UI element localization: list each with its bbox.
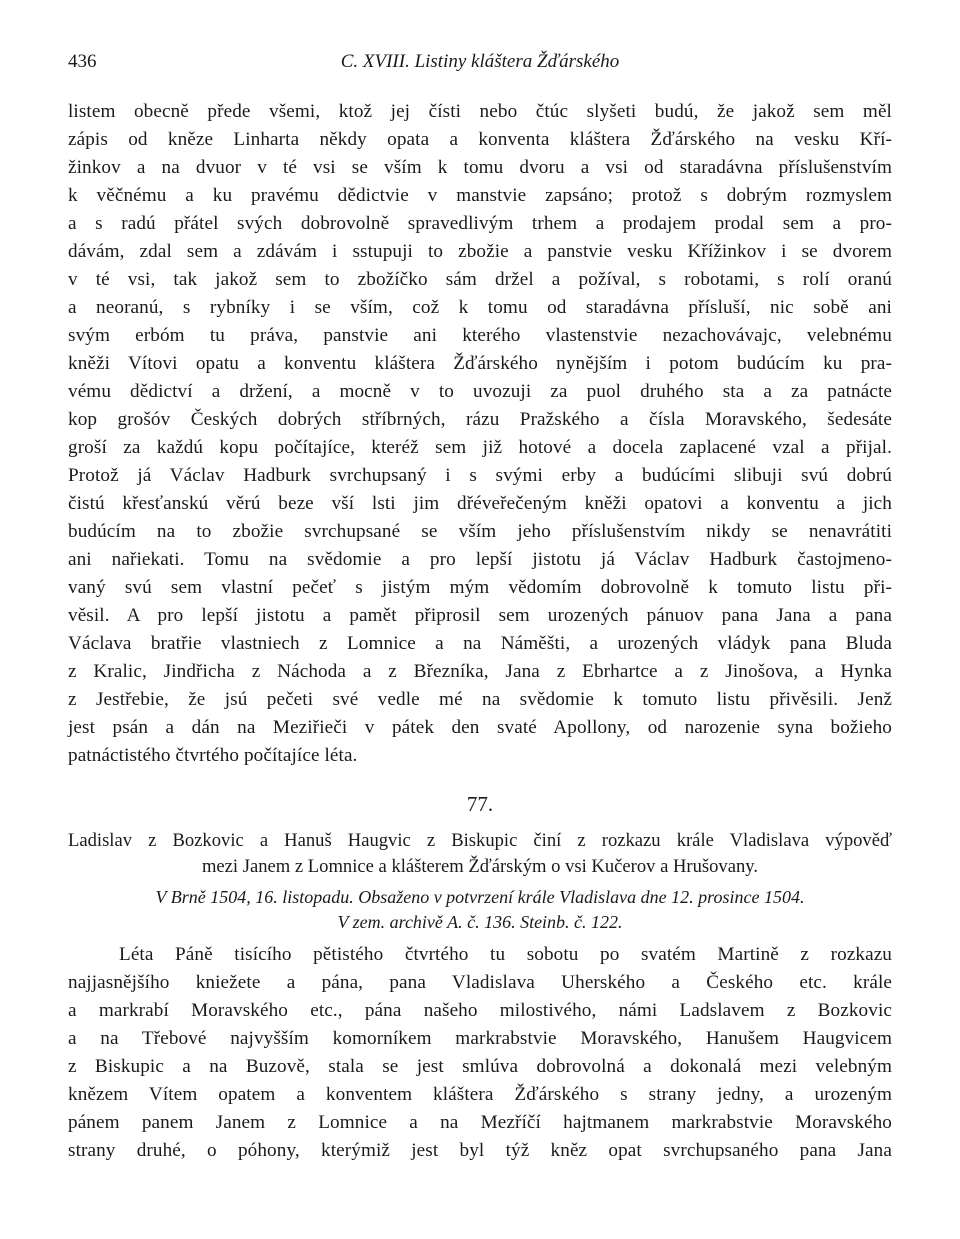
text-line: patnáctistého čtvrtého počítajíce léta. (68, 745, 358, 766)
text-line: čistú křesťanskú věrú beze vší lsti jim dřéveřečeným kněži opatovi a konventu a jich (68, 493, 892, 514)
text-line: z Jestřebie, že jsú pečeti své vedle mé na svědomie k tomuto listu přivěsili. Jenž (68, 689, 892, 710)
text-line: Léta Páně tisícího pětistého čtvrtého tu sobotu po svatém Martině z rozkazu (119, 944, 892, 965)
text-line: žinkov a na dvuor v té vsi se vším k tomu dvoru a vsi od staradávna příslušenstvím (68, 157, 892, 178)
text-line: a markrabí Moravského etc., pána našeho milostivého, námi Ladslavem z Bozkovic (68, 1000, 892, 1021)
text-line: jest psán a dán na Meziřieči v pátek den svaté Apollony, od narozenie syna božieho (68, 717, 892, 738)
running-header (68, 51, 892, 75)
text-line: budúcím na to zbožie svrchupsané se vším jeho příslušenstvím nikdy se nenavrátiti (68, 521, 892, 542)
text-line: svým erbóm tu práva, panstvie ani kterého vlastenstvie nezachovávajc, velebnému (68, 325, 892, 346)
text-line: zápis od kněze Linharta někdy opata a konventa kláštera Žďárského na vesku Kří- (68, 129, 892, 150)
text-line: groší za každú kopu počítajíce, kteréž sem již hotové a docela zaplacené vzal a přijal. (68, 437, 892, 458)
text-line: kop grošóv Českých dobrých stříbrných, rázu Pražského a čísla Moravského, šedesáte (68, 409, 892, 430)
source-line: V zem. archivě A. č. 136. Steinb. č. 122. (337, 912, 623, 932)
text-line: věsil. A pro lepší jistotu a pamět připrosil sem urozených pánuov pana Jana a pana (68, 605, 892, 626)
page-number: 436 (68, 51, 97, 72)
text-line: Václava bratřie vlastniech z Lomnice a na Náměšti, a urozených vládyk pana Bluda (68, 633, 892, 654)
document-number: 77. (466, 792, 494, 816)
text-line: ani nařiekati. Tomu na svědomie a pro lepší jistotu já Václav Hadburk častojmeno- (68, 549, 892, 570)
text-line: z Kralic, Jindřicha z Náchoda a z Březníka, Jana z Ebrhartce a z Jinošova, a Hynka (68, 661, 892, 682)
text-line: knězem Vítem opatem a konventem kláštera Žďárského s strany jedny, a urozeným (68, 1084, 892, 1105)
summary-line: Ladislav z Bozkovic a Hanuš Haugvic z Biskupic činí z rozkazu krále Vladislava výpověď (68, 830, 892, 851)
source-line: V Brně 1504, 16. listopadu. Obsaženo v potvrzení krále Vladislava dne 12. prosince 1504. (155, 887, 805, 907)
running-title: C. XVIII. Listiny kláštera Žďárského (340, 51, 620, 72)
text-line: a s radú přátel svých dobrovolně spravedlivým trhem a prodajem prodal sem a pro- (68, 213, 892, 234)
text-line: Protož já Václav Hadburk svrchupsaný i s svými erby a budúcími slibuji svú dobrú (68, 465, 892, 486)
text-line: z Biskupic a na Buzově, stala se jest smlúva dobrovolná a dokonalá mezi velebným (68, 1056, 892, 1077)
text-line: pánem panem Janem z Lomnice a na Mezříčí hajtmanem markrabstvie Moravského (68, 1112, 892, 1133)
text-line: v té vsi, tak jakož sem to zbožíčko sám držel a požíval, s robotami, s rolí oranú (68, 269, 892, 290)
text-line: k věčnému a ku pravému dědictvie v manstvie zapsáno; protož s dobrým rozmyslem (68, 185, 892, 206)
summary-line: mezi Janem z Lomnice a klášterem Žďárským o vsi Kučerov a Hrušovany. (201, 856, 759, 877)
text-line: listem obecně přede všemi, ktož jej čísti nebo čtúc slyšeti budú, že jakož sem měl (68, 101, 892, 122)
text-line: strany druhé, o póhony, kterýmiž jest byl týž kněz opat svrchupsaného pana Jana (68, 1140, 892, 1161)
text-line: kněži Vítovi opatu a konventu kláštera Žďárského nynějším i potom budúcím ku pra- (68, 353, 892, 374)
text-line: dávám, zdal sem a zdávám i sstupuji to zbožie a panstvie vesku Křížinkov i se dvorem (68, 241, 892, 262)
text-line: a neoranú, s rybníky i se vším, což k tomu od staradávna přísluší, nic sobě ani (68, 297, 892, 318)
text-line: najjasnějšího kniežete a pána, pana Vladislava Uherského a Českého etc. krále (68, 972, 892, 993)
text-line: vému dědictví a držení, a mocně v to uvozuji za puol druhého sta a za patnácte (68, 381, 892, 402)
text-line: vaný svú sem vlastní pečeť s jistým mým vědomím dobrovolně k tomuto listu při- (68, 577, 892, 598)
text-line: a na Třebové najvyšším komorníkem markrabstvie Moravského, Hanušem Haugvicem (68, 1028, 892, 1049)
